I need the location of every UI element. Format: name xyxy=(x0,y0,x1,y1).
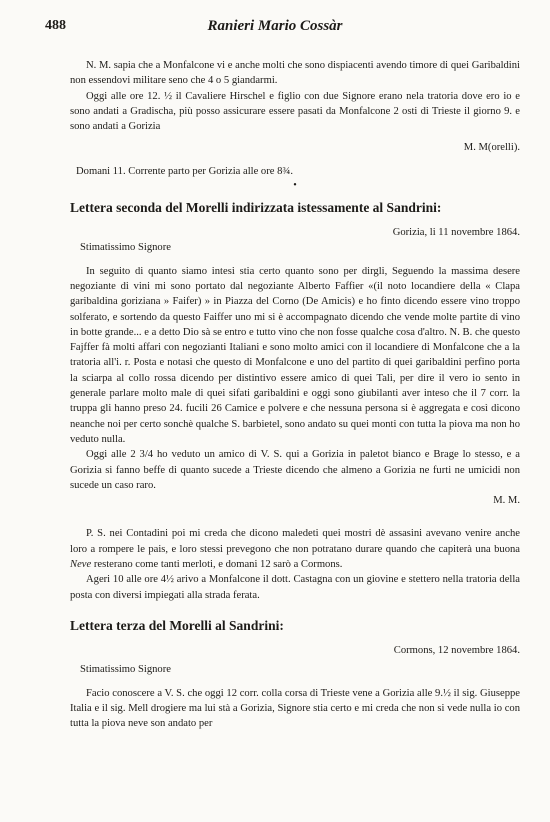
paragraph: Facio conoscere a V. S. che oggi 12 corr. colla corsa di Trieste vene a Gorizia alle 9.½ il sig. Giuseppe Italia e il sig. Mell drogiere ma lui stà a Gorizia, Signore stia certo e mi creda che non si vede nulla io con tutta la piova neve son andato per xyxy=(70,687,520,730)
running-title: Ranieri Mario Cossàr xyxy=(207,18,343,34)
paragraph: Oggi alle ore 12. ½ il Cavaliere Hirschel e figlio con due Signore erano nela tratoria dove ero io e sono andati a Gradischa, più posso assicurare essere pasati da Monfalcone 2 osti di Trieste il giorno 9. e sono andati a Gorizia xyxy=(70,90,520,133)
postscript xyxy=(70,526,520,572)
page-number: 488 xyxy=(45,18,66,33)
salutation: Stimatissimo Signore xyxy=(80,664,171,676)
paragraph: Domani 11. Corrente parto per Gorizia alle ore 8¾. xyxy=(76,165,293,177)
signature: M. M. xyxy=(493,495,520,507)
salutation: Stimatissimo Signore xyxy=(80,242,171,254)
page-body xyxy=(70,58,520,731)
paragraph: In seguito di quanto siamo intesi stia certo quanto sono per dirgli, Seguendo la massima desere negoziante di vini mi sono portato dal negoziante Alberto Faffier «(il noto locandiere della « Clapa garibaldina goriziana » Faifer) » in Piazza del Corno (De Amicis) e ho finto dicendo essere vino troppo solferato, e sortendo da questo Faiffer uno mi si è accompagnato dicendo che vende molte partite di vino in botte grande... e a detto Dio sà se entro e tutto vino che non fosse qualche cosa d'altro. N. B. che questo Fajffer fà molti affari con negozianti Italiani e sono molto amici con il locandiere di Monfalcone che a la tratoria all'i. r. Posta e notasi che questo di Monfalcone e uno del partito di quei garibaldini perfino porta la sciarpa al collo rossa dicendo per distintivo essere amico di quei Tali, per dire il vero io sento in generale parlare molto male di quei sifati garibaldini e oggi sono giubilanti aver inteso che il 7 corr. la truppa gli hanno preso 24. fucili 26 Camice e polvere e che nessuna persona si è aggregata e così dicono neanche noi per certo sonchè qualche S. barbietel, sono andato su quei monti con tutta la piova ma non ho veduto nulla. xyxy=(70,265,520,445)
letter-date: Gorizia, li 11 novembre 1864. xyxy=(392,227,520,239)
signature: M. M(orelli). xyxy=(463,142,520,154)
paragraph: Ageri 10 alle ore 4½ arivo a Monfalcone il dott. Castagna con un giovine e stettero nella tratoria della posta con diversi impiegati alla strada ferata. xyxy=(70,574,520,601)
letter-date: Cormons, 12 novembre 1864. xyxy=(393,644,520,656)
letter-heading: Lettera seconda del Morelli indirizzata istessamente al Sandrini: xyxy=(70,200,442,216)
page-header xyxy=(0,14,550,38)
paragraph: Oggi alle 2 3/4 ho veduto un amico di V. S. qui a Gorizia in paletot bianco e Brage lo stesso, e a Gorizia si fanno beffe di quanto sucede a Trieste dicendo che almeno a Gorizia ne furti ne umicidi non sucede un caso raro. xyxy=(70,449,520,491)
paragraph: N. M. sapia che a Monfalcone vi e anche molti che sono dispiacenti avendo timore di quei Garibaldini non essendovi militare seno che 4 o 5 giandarmi. xyxy=(70,60,520,87)
separator: • xyxy=(293,180,297,192)
letter-heading: Lettera terza del Morelli al Sandrini: xyxy=(70,617,284,633)
postscript-text: resterano come tanti merloti, e domani 12 sarò a Cormons. xyxy=(91,559,343,571)
emphasis-neve: Neve xyxy=(70,559,92,571)
postscript-text: P. S. nei Contadini poi mi creda che dicono maledeti quei mostri dè assasini avevano venire anche loro a rompere le pais, e loro stessi prevegono che non potratano durare quando che capiterà una buona xyxy=(70,528,520,555)
